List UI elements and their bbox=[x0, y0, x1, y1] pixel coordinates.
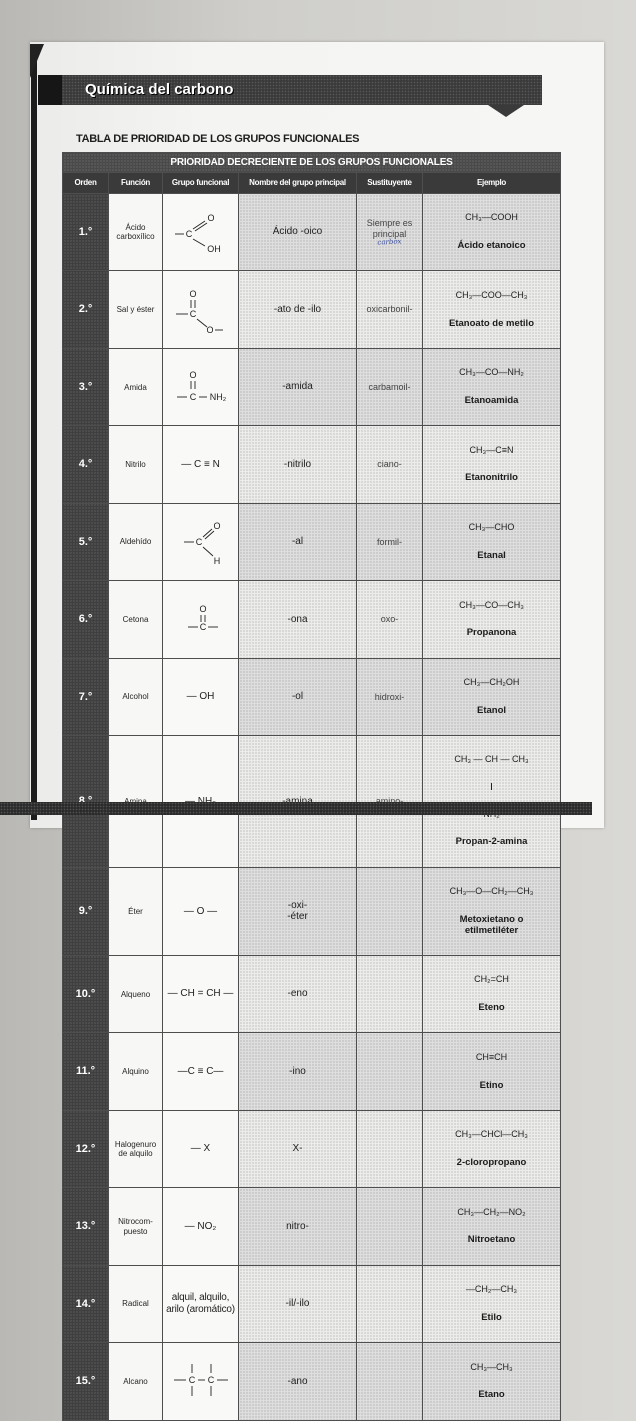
substituent-cell: oxo- bbox=[357, 581, 423, 658]
table-row bbox=[63, 581, 561, 658]
order-cell: 11.° bbox=[63, 1033, 109, 1110]
function-cell: Sal y éster bbox=[109, 271, 163, 348]
function-cell: Alquino bbox=[109, 1033, 163, 1110]
substituent-cell bbox=[357, 955, 423, 1032]
name-cell: nitro- bbox=[239, 1188, 357, 1265]
column-header-function: Función bbox=[109, 173, 163, 194]
group-cell: —C ≡ C— bbox=[163, 1033, 239, 1110]
function-cell: Nitrocom- puesto bbox=[109, 1188, 163, 1265]
substituent-cell: hidroxi- bbox=[357, 658, 423, 735]
table-title: TABLA DE PRIORIDAD DE LOS GRUPOS FUNCIONALES bbox=[76, 133, 360, 145]
group-cell: — X bbox=[163, 1110, 239, 1187]
order-cell: 6.° bbox=[63, 581, 109, 658]
function-cell: Cetona bbox=[109, 581, 163, 658]
order-cell: 9.° bbox=[63, 867, 109, 955]
example-name: 2-cloropropano bbox=[456, 1156, 527, 1168]
caption-row bbox=[63, 153, 561, 173]
name-cell: -ino bbox=[239, 1033, 357, 1110]
substituent-cell bbox=[357, 194, 423, 271]
atom-label: O bbox=[199, 604, 207, 615]
group-cell bbox=[163, 581, 239, 658]
alkane-structure bbox=[164, 1358, 238, 1404]
table-row bbox=[63, 194, 561, 271]
example-name: Etanoamida bbox=[464, 395, 519, 406]
example-cell bbox=[423, 867, 561, 955]
example-name: Etanoato de metilo bbox=[449, 317, 534, 329]
substituent-cell: oxicarbonil- bbox=[357, 271, 423, 348]
atom-label: O bbox=[189, 288, 197, 299]
example-formula: CH₃—CH₂—NO₂ bbox=[457, 1206, 526, 1217]
column-header-group: Grupo funcional bbox=[163, 173, 239, 194]
function-cell: Aldehído bbox=[109, 503, 163, 580]
example-formula: CH₃—C≡N bbox=[469, 444, 514, 455]
substituent-cell: formil- bbox=[357, 503, 423, 580]
group-cell: — O — bbox=[163, 867, 239, 955]
name-cell: -il/-ilo bbox=[239, 1265, 357, 1342]
name-cell: Ácido -oico bbox=[239, 194, 357, 271]
handwritten-note: carbox bbox=[377, 237, 402, 247]
name-cell: -ano bbox=[239, 1343, 357, 1420]
example-cell bbox=[423, 1033, 561, 1110]
atom-label: C bbox=[185, 228, 193, 239]
paper-left-edge bbox=[31, 44, 37, 820]
substituent-cell bbox=[357, 1188, 423, 1265]
name-cell: -oxi- -éter bbox=[239, 867, 357, 955]
order-cell: 13.° bbox=[63, 1188, 109, 1265]
example-name: Nitroetano bbox=[467, 1234, 516, 1246]
example-cell bbox=[423, 503, 561, 580]
substituent-cell bbox=[357, 1265, 423, 1342]
order-cell: 14.° bbox=[63, 1265, 109, 1342]
example-name: Eteno bbox=[478, 1002, 505, 1014]
example-name: Etanol bbox=[476, 704, 507, 716]
name-cell: -amida bbox=[239, 348, 357, 425]
example-name: Etano bbox=[478, 1389, 505, 1401]
example-name: Metoxietano o etilmetiléter bbox=[459, 913, 524, 936]
ester-structure bbox=[164, 284, 238, 336]
example-name: Etilo bbox=[481, 1311, 502, 1323]
atom-label: C bbox=[188, 1375, 196, 1386]
example-formula: CH₃—COOH bbox=[465, 212, 518, 223]
atom-label: C bbox=[189, 392, 197, 403]
ketone-structure bbox=[164, 602, 238, 636]
carboxylic-acid-structure bbox=[164, 210, 238, 255]
order-cell: 2.° bbox=[63, 271, 109, 348]
order-cell: 3.° bbox=[63, 348, 109, 425]
order-cell: 1.° bbox=[63, 194, 109, 271]
example-formula: CH₃—CH₂OH bbox=[463, 677, 520, 688]
section-title: Química del carbono bbox=[85, 81, 234, 98]
bond bbox=[205, 531, 214, 539]
function-cell: Amida bbox=[109, 348, 163, 425]
group-cell: — NO₂ bbox=[163, 1188, 239, 1265]
table-caption: PRIORIDAD DECRECIENTE DE LOS GRUPOS FUNCIONALES bbox=[63, 153, 561, 173]
atom-label: O bbox=[206, 324, 214, 335]
section-band-marker bbox=[38, 75, 62, 105]
column-header-order: Orden bbox=[63, 173, 109, 194]
function-cell: Alcano bbox=[109, 1343, 163, 1420]
table-row bbox=[63, 1343, 561, 1420]
example-name: Ácido etanoico bbox=[457, 240, 526, 252]
atom-label: NH₂ bbox=[209, 392, 227, 403]
aldehyde-structure bbox=[164, 516, 238, 568]
group-cell: alquil, alquilo, arilo (aromático) bbox=[163, 1265, 239, 1342]
table-row bbox=[63, 1188, 561, 1265]
example-cell bbox=[423, 1110, 561, 1187]
section-band-notch bbox=[488, 105, 524, 117]
example-name: Etanonitrilo bbox=[465, 472, 518, 484]
table-row bbox=[63, 1033, 561, 1110]
atom-label: C bbox=[199, 622, 207, 633]
name-cell: -al bbox=[239, 503, 357, 580]
atom-label: O bbox=[189, 370, 197, 381]
page-bottom-band bbox=[0, 802, 592, 815]
column-header-name: Nombre del grupo principal bbox=[239, 173, 357, 194]
table-row bbox=[63, 348, 561, 425]
substituent-label: Siempre es principal bbox=[366, 218, 413, 239]
name-cell: -eno bbox=[239, 955, 357, 1032]
example-formula: CH₃—CO—NH₂ bbox=[459, 367, 524, 378]
column-header-example: Ejemplo bbox=[423, 173, 561, 194]
example-formula: CH₂=CH bbox=[474, 974, 509, 985]
function-cell: Halogenuro de alquilo bbox=[109, 1110, 163, 1187]
table-row bbox=[63, 426, 561, 503]
example-formula: CH≡CH bbox=[475, 1051, 508, 1062]
example-cell bbox=[423, 1343, 561, 1420]
example-cell bbox=[423, 658, 561, 735]
column-header-row bbox=[63, 173, 561, 194]
bond bbox=[203, 529, 212, 537]
atom-label: C bbox=[207, 1375, 215, 1386]
atom-label: H bbox=[213, 555, 221, 566]
group-cell: — C ≡ N bbox=[163, 426, 239, 503]
group-cell: — OH bbox=[163, 658, 239, 735]
example-name: Etanal bbox=[477, 549, 506, 561]
name-cell: X- bbox=[239, 1110, 357, 1187]
function-cell: Radical bbox=[109, 1265, 163, 1342]
atom-label: OH bbox=[207, 243, 221, 254]
name-cell: -nitrilo bbox=[239, 426, 357, 503]
example-formula: CH₃—O—CH₂—CH₃ bbox=[449, 886, 534, 897]
example-cell bbox=[423, 955, 561, 1032]
bond bbox=[193, 239, 205, 246]
group-cell bbox=[163, 503, 239, 580]
substituent-cell: ciano- bbox=[357, 426, 423, 503]
order-cell: 12.° bbox=[63, 1110, 109, 1187]
substituent-cell bbox=[357, 1343, 423, 1420]
example-cell bbox=[423, 581, 561, 658]
column-header-substituent: Sustituyente bbox=[357, 173, 423, 194]
order-cell: 4.° bbox=[63, 426, 109, 503]
table-row bbox=[63, 271, 561, 348]
atom-label: C bbox=[195, 536, 203, 547]
example-formula: CH₃—CHCl—CH₃ bbox=[455, 1129, 528, 1140]
table-row bbox=[63, 867, 561, 955]
table-row bbox=[63, 503, 561, 580]
substituent-cell bbox=[357, 867, 423, 955]
bond bbox=[203, 547, 213, 556]
group-cell bbox=[163, 348, 239, 425]
example-name: Propan-2-amina bbox=[455, 836, 528, 848]
section-band bbox=[62, 75, 542, 105]
example-cell bbox=[423, 1188, 561, 1265]
function-cell: Alqueno bbox=[109, 955, 163, 1032]
table-row bbox=[63, 955, 561, 1032]
example-cell bbox=[423, 271, 561, 348]
functional-groups-table bbox=[62, 152, 561, 1421]
example-cell bbox=[423, 194, 561, 271]
example-formula: —CH₂—CH₃ bbox=[465, 1284, 518, 1295]
function-cell: Éter bbox=[109, 867, 163, 955]
example-formula: CH₃—CO—CH₃ bbox=[459, 599, 524, 610]
function-cell: Ácido carboxílico bbox=[109, 194, 163, 271]
group-cell: — CH = CH — bbox=[163, 955, 239, 1032]
order-cell: 7.° bbox=[63, 658, 109, 735]
group-cell bbox=[163, 271, 239, 348]
example-formula: CH₃—CH₃ bbox=[470, 1361, 513, 1372]
group-cell bbox=[163, 1343, 239, 1420]
atom-label: C bbox=[189, 308, 197, 319]
example-name: Etino bbox=[479, 1079, 504, 1091]
atom-label: O bbox=[207, 212, 215, 223]
bond bbox=[491, 783, 492, 790]
name-cell: -ol bbox=[239, 658, 357, 735]
name-cell: -ato de -ilo bbox=[239, 271, 357, 348]
example-cell bbox=[423, 1265, 561, 1342]
example-cell bbox=[423, 348, 561, 425]
order-cell: 15.° bbox=[63, 1343, 109, 1420]
name-cell: -ona bbox=[239, 581, 357, 658]
atom-label: O bbox=[213, 520, 221, 531]
order-cell: 5.° bbox=[63, 503, 109, 580]
substituent-cell: carbamoil- bbox=[357, 348, 423, 425]
example-formula: CH₃—CHO bbox=[468, 522, 515, 533]
table-row bbox=[63, 1110, 561, 1187]
group-cell bbox=[163, 194, 239, 271]
example-formula: CH₃ — CH — CH₃ bbox=[454, 754, 529, 765]
function-cell: Nitrilo bbox=[109, 426, 163, 503]
function-cell: Alcohol bbox=[109, 658, 163, 735]
table-row bbox=[63, 658, 561, 735]
substituent-cell bbox=[357, 1110, 423, 1187]
table-row bbox=[63, 1265, 561, 1342]
example-name: Propanona bbox=[466, 627, 517, 639]
example-formula: CH₃—COO—CH₃ bbox=[455, 289, 528, 300]
order-cell: 10.° bbox=[63, 955, 109, 1032]
example-cell bbox=[423, 426, 561, 503]
amide-structure bbox=[164, 368, 238, 406]
substituent-cell bbox=[357, 1033, 423, 1110]
